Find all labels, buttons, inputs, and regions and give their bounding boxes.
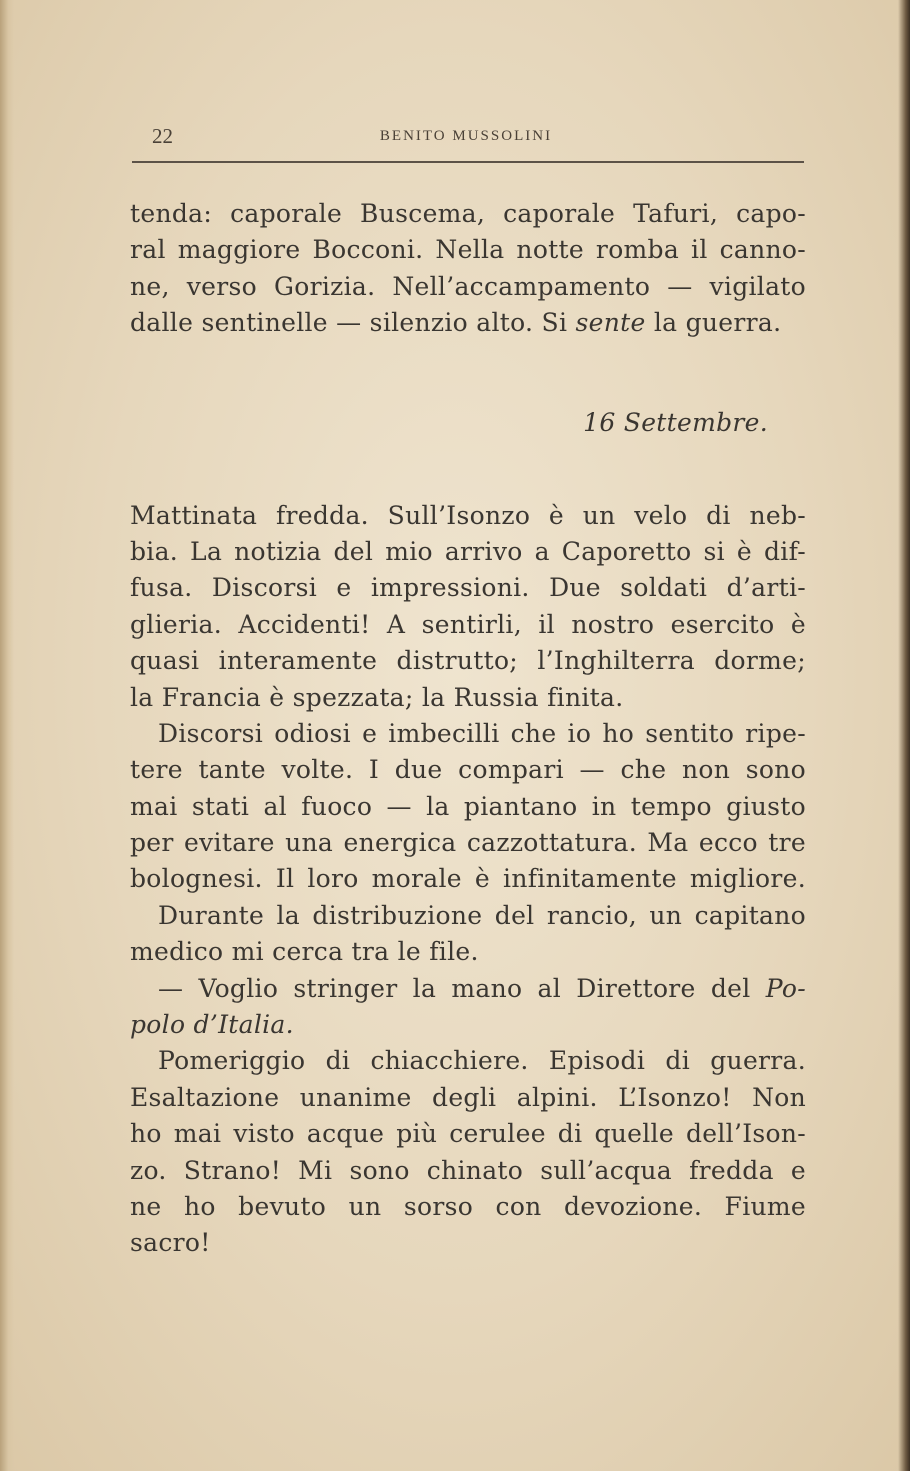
paragraph-3: [130, 716, 806, 898]
text-line: Pomeriggio di chiacchiere. Episodi di guerra.: [158, 1046, 806, 1076]
text-line: [130, 1007, 806, 1043]
page-gutter-shadow: [0, 0, 14, 1471]
text-line: glieria. Accidenti! A sentirli, il nostro esercito è: [130, 609, 806, 639]
paragraph-2: [130, 498, 806, 716]
text-line: [130, 971, 806, 1007]
text-line: [130, 305, 806, 341]
text-line: quasi interamente distrutto; l’Inghilterra dorme;: [130, 646, 806, 676]
italic-title: Po-: [765, 973, 806, 1003]
text-line: tere tante volte. I due compari — che non sono: [130, 755, 806, 785]
text-line: la Francia è spezzata; la Russia finita.: [130, 682, 624, 712]
paragraph-6: [130, 1043, 806, 1261]
text-line: zo. Strano! Mi sono chinato sull’acqua fredda e: [130, 1155, 806, 1185]
text-line: mai stati al fuoco — la piantano in tempo giusto: [130, 791, 806, 821]
text-line: fusa. Discorsi e impressioni. Due soldati d’arti-: [130, 573, 806, 603]
running-head: [130, 124, 802, 152]
text-line: per evitare una energica cazzottatura. Ma ecco tre: [130, 828, 806, 858]
text-line: ho mai visto acque più cerulee di quelle dell’Ison-: [130, 1119, 806, 1149]
header-rule: [132, 161, 804, 163]
running-title: BENITO MUSSOLINI: [379, 128, 553, 144]
page-number: 22: [152, 124, 173, 148]
text-run: dalle sentinelle — silenzio alto. Si: [130, 308, 576, 338]
text-line: Discorsi odiosi e imbecilli che io ho sentito ripe-: [158, 718, 806, 748]
text-line: ne ho bevuto un sorso con devozione. Fiume: [130, 1191, 806, 1221]
paragraph-4: [130, 898, 806, 971]
text-line: sacro!: [130, 1228, 211, 1258]
body-text: [130, 196, 806, 1262]
text-line: ral maggiore Bocconi. Nella notte romba il canno-: [130, 235, 806, 265]
italic-title: polo d’Italia.: [130, 1010, 294, 1040]
text-run: — Voglio stringer la mano al Direttore del: [158, 973, 766, 1003]
text-line: Mattinata fredda. Sull’Isonzo è un velo di neb-: [130, 500, 806, 530]
text-line: ne, verso Gorizia. Nell’accampamento — vigilato: [130, 271, 806, 301]
text-line: Durante la distribuzione del rancio, un capitano: [158, 900, 806, 930]
text-line: medico mi cerca tra le file.: [130, 937, 479, 967]
paragraph-5: [130, 971, 806, 1044]
text-line: Esaltazione unanime degli alpini. L’Isonzo! Non: [130, 1082, 806, 1112]
page-edge-shadow: [898, 0, 910, 1471]
paragraph-1: [130, 196, 806, 342]
text-line: tenda: caporale Buscema, caporale Tafuri, capo-: [130, 199, 806, 228]
text-run: la guerra.: [645, 308, 782, 338]
italic-word: sente: [575, 308, 646, 338]
date-heading: 16 Settembre.: [583, 407, 768, 437]
text-line: bia. La notizia del mio arrivo a Caporetto si è dif-: [130, 536, 806, 566]
text-line: bolognesi. Il loro morale è infinitamente migliore.: [130, 864, 806, 894]
